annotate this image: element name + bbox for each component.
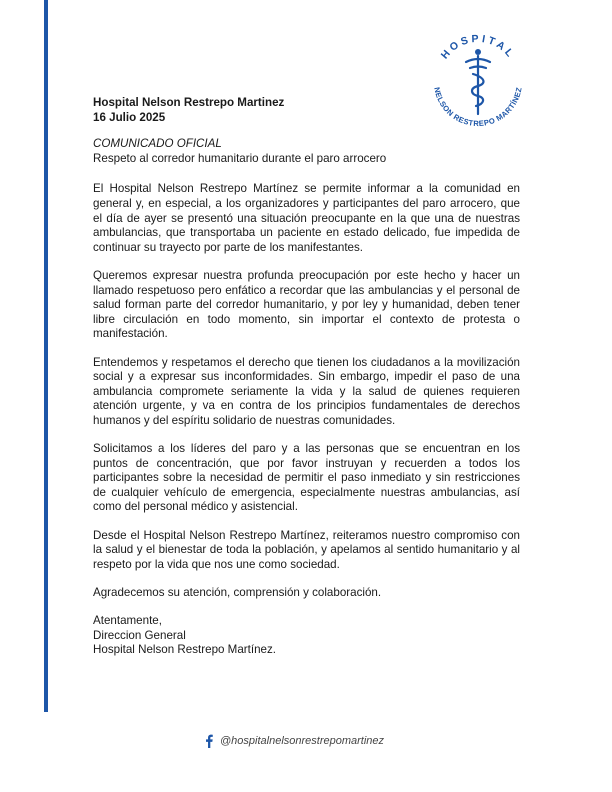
facebook-icon[interactable] [204, 734, 214, 748]
body-paragraph-6: Agradecemos su atención, comprensión y colaboración. [93, 586, 382, 599]
signature-closing: Atentamente, [93, 614, 162, 628]
left-accent-bar [44, 0, 48, 712]
letter-content [93, 96, 520, 658]
organization-heading: Hospital Nelson Restrepo Martinez [93, 96, 285, 109]
body-paragraph-2: Queremos expresar nuestra profunda preocupación por este hecho y hacer un llamado respetuoso pero enfático a recordar que las ambulancias y el personal de salud forman parte del corredor humanitario, y por ley y humanidad, deben tener libre circulación en todo momento, sin importar el contexto de protesta o manifestación. [93, 268, 520, 341]
body-paragraph-3: Entendemos y respetamos el derecho que tienen los ciudadanos a la movilización social y a expresar sus inconformidades. Sin embargo, impedir el paso de una ambulancia compromete seriamente la vida y la salud de quienes requieren atención urgente, y va en contra de los principios fundamentales de derechos humanos y del espíritu solidario de nuestras comunidades. [93, 355, 520, 427]
body-paragraph-4: Solicitamos a los líderes del paro y a las personas que se encuentran en los puntos de concentración, que por favor instruyan y recuerden a todos los participantes sobre la necesidad de permitir el paso inmediato y sin restricciones de cualquier vehículo de emergencia, especialmente nuestras ambulancias, así como del personal médico y asistencial. [93, 442, 520, 514]
logo-text-top: HOSPITAL [438, 32, 518, 62]
signature-organization: Hospital Nelson Restrepo Martínez. [93, 643, 277, 657]
letter-date: 16 Julio 2025 [93, 110, 166, 124]
footer-social [204, 733, 384, 749]
body-paragraph-1: El Hospital Nelson Restrepo Martínez se permite informar a la comunidad en general y, en especial, a los organizadores y participantes del paro arrocero, que el día de ayer se presentó una situación preocupante en la que una de nuestras ambulancias, que transportaba un paciente en estado delicado, fue impedida de continuar su trayecto por parte de los manifestantes. [93, 182, 520, 254]
logo-text-bottom: NELSON RESTREPO MARTÍNEZ [432, 86, 524, 129]
communique-title: Respeto al corredor humanitario durante el paro arrocero [93, 151, 387, 165]
body-paragraph-5: Desde el Hospital Nelson Restrepo Martínez, reiteramos nuestro compromiso con la salud y el bienestar de toda la población, y apelamos al sentido humanitario y al respeto por la vida que nos une como sociedad. [93, 528, 520, 571]
signature-department: Direccion General [93, 628, 186, 642]
facebook-handle[interactable]: @hospitalnelsonrestrepomartinez [220, 735, 385, 747]
communique-label: COMUNICADO OFICIAL [93, 137, 222, 151]
